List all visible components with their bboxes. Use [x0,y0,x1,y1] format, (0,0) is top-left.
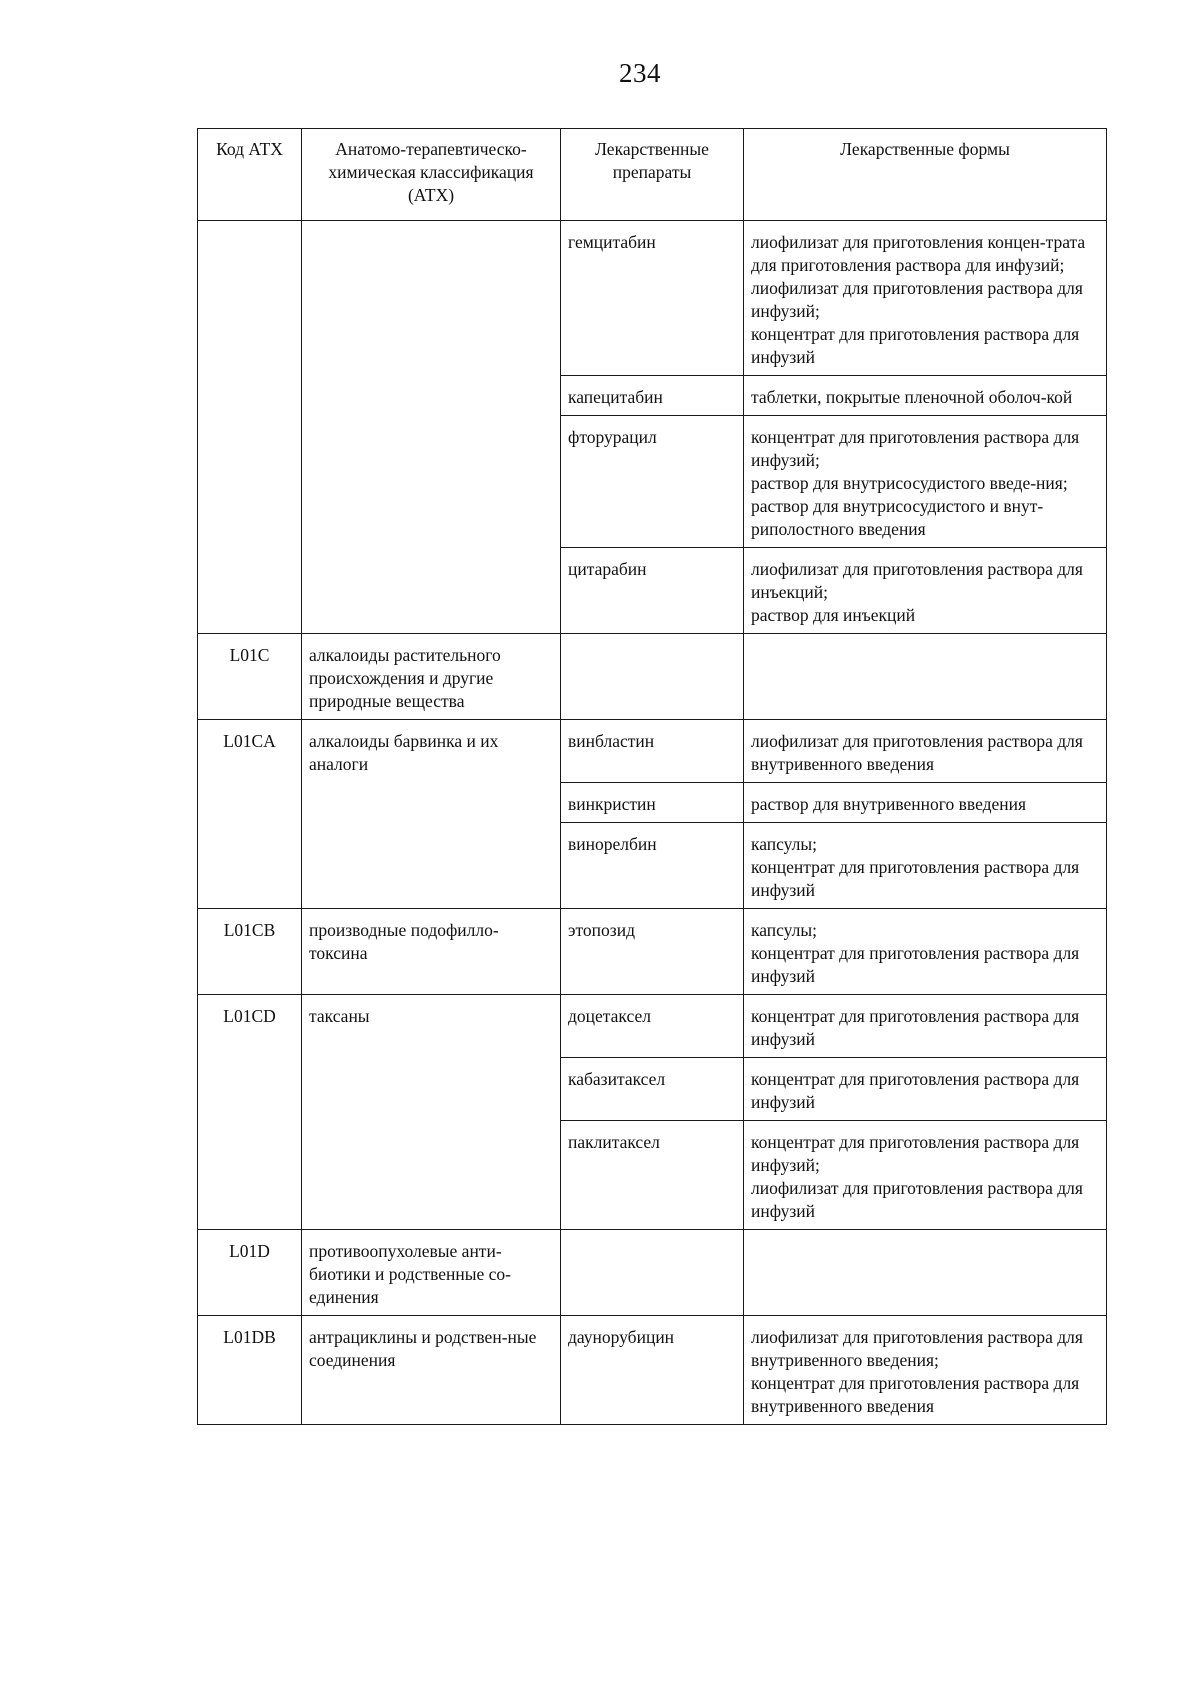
header-atc-classification: Анатомо-терапевтическо-химическая классификация (АТХ) [302,129,561,221]
dosage-form-item: раствор для внутрисосудистого и внут-риполостного введения [751,496,1044,539]
dosage-forms-cell [744,995,1107,1058]
dosage-form-item: лиофилизат для приготовления раствора для внутривенного введения; [751,1327,1083,1370]
table-row [198,1230,1107,1316]
drug-name-cell: винкристин [561,783,744,823]
dosage-form-item: концентрат для приготовления раствора для инфузий [751,1006,1080,1049]
dosage-forms-cell [744,1058,1107,1121]
dosage-form-item: капсулы; [751,920,818,940]
dosage-forms-cell [744,823,1107,909]
header-atc-code: Код АТХ [198,129,302,221]
atc-classification-cell: алкалоиды барвинка и их аналоги [302,720,561,909]
table-row [198,221,1107,376]
drug-name-cell: этопозид [561,909,744,995]
dosage-form-item: концентрат для приготовления раствора для внутривенного введения [751,1373,1080,1416]
dosage-forms-cell [744,634,1107,720]
table-row [198,634,1107,720]
dosage-form-item: концентрат для приготовления раствора для инфузий [751,857,1080,900]
dosage-form-item: таблетки, покрытые пленочной оболоч-кой [751,387,1073,407]
dosage-form-item: концентрат для приготовления раствора для инфузий; [751,1132,1080,1175]
dosage-form-item: концентрат для приготовления раствора для инфузий [751,324,1080,367]
atc-code-cell: L01CD [198,995,302,1230]
drug-name-cell [561,634,744,720]
drug-name-cell: капецитабин [561,376,744,416]
dosage-form-item: капсулы; [751,834,818,854]
atc-classification-cell [302,221,561,634]
drug-name-cell: винбластин [561,720,744,783]
dosage-forms-cell [744,376,1107,416]
atc-classification-cell: противоопухолевые анти-биотики и родственные со-единения [302,1230,561,1316]
drug-name-cell: гемцитабин [561,221,744,376]
drug-name-cell: паклитаксел [561,1121,744,1230]
header-dosage-forms: Лекарственные формы [744,129,1107,221]
drug-name-cell [561,1230,744,1316]
dosage-form-item: раствор для внутрисосудистого введе-ния; [751,473,1068,493]
header-drugs: Лекарственные препараты [561,129,744,221]
dosage-forms-cell [744,548,1107,634]
dosage-form-item: раствор для инъекций [751,605,916,625]
dosage-forms-cell [744,1316,1107,1425]
dosage-forms-cell [744,783,1107,823]
dosage-form-item: концентрат для приготовления раствора для инфузий [751,943,1080,986]
drug-name-cell: винорелбин [561,823,744,909]
atc-code-cell: L01CB [198,909,302,995]
dosage-forms-cell [744,416,1107,548]
atc-code-cell [198,221,302,634]
dosage-forms-cell [744,1230,1107,1316]
atc-code-cell: L01DB [198,1316,302,1425]
atc-drug-table [197,128,1107,1425]
dosage-forms-cell [744,221,1107,376]
dosage-form-item: лиофилизат для приготовления концен-трата для приготовления раствора для инфузий; [751,232,1086,275]
atc-classification-cell: таксаны [302,995,561,1230]
table-row [198,995,1107,1058]
dosage-forms-cell [744,909,1107,995]
dosage-form-item: лиофилизат для приготовления раствора для инфузий; [751,278,1083,321]
dosage-form-item: концентрат для приготовления раствора для инфузий [751,1069,1080,1112]
page-number: 234 [619,58,661,88]
drug-name-cell: доцетаксел [561,995,744,1058]
atc-classification-cell: производные подофилло-токсина [302,909,561,995]
table-row [198,720,1107,783]
dosage-form-item: концентрат для приготовления раствора для инфузий; [751,427,1080,470]
atc-classification-cell: алкалоиды растительного происхождения и другие природные вещества [302,634,561,720]
table-body [198,221,1107,1425]
table-row [198,909,1107,995]
dosage-forms-cell [744,1121,1107,1230]
table-row [198,1316,1107,1425]
dosage-form-item: раствор для внутривенного введения [751,794,1027,814]
atc-code-cell: L01CA [198,720,302,909]
dosage-form-item: лиофилизат для приготовления раствора для инъекций; [751,559,1083,602]
drug-name-cell: даунорубицин [561,1316,744,1425]
drug-name-cell: цитарабин [561,548,744,634]
table-header-row [198,129,1107,221]
dosage-form-item: лиофилизат для приготовления раствора для инфузий [751,1178,1083,1221]
dosage-forms-cell [744,720,1107,783]
drug-name-cell: фторурацил [561,416,744,548]
drug-name-cell: кабазитаксел [561,1058,744,1121]
atc-code-cell: L01D [198,1230,302,1316]
atc-code-cell: L01C [198,634,302,720]
atc-classification-cell: антрациклины и родствен-ные соединения [302,1316,561,1425]
dosage-form-item: лиофилизат для приготовления раствора для внутривенного введения [751,731,1083,774]
